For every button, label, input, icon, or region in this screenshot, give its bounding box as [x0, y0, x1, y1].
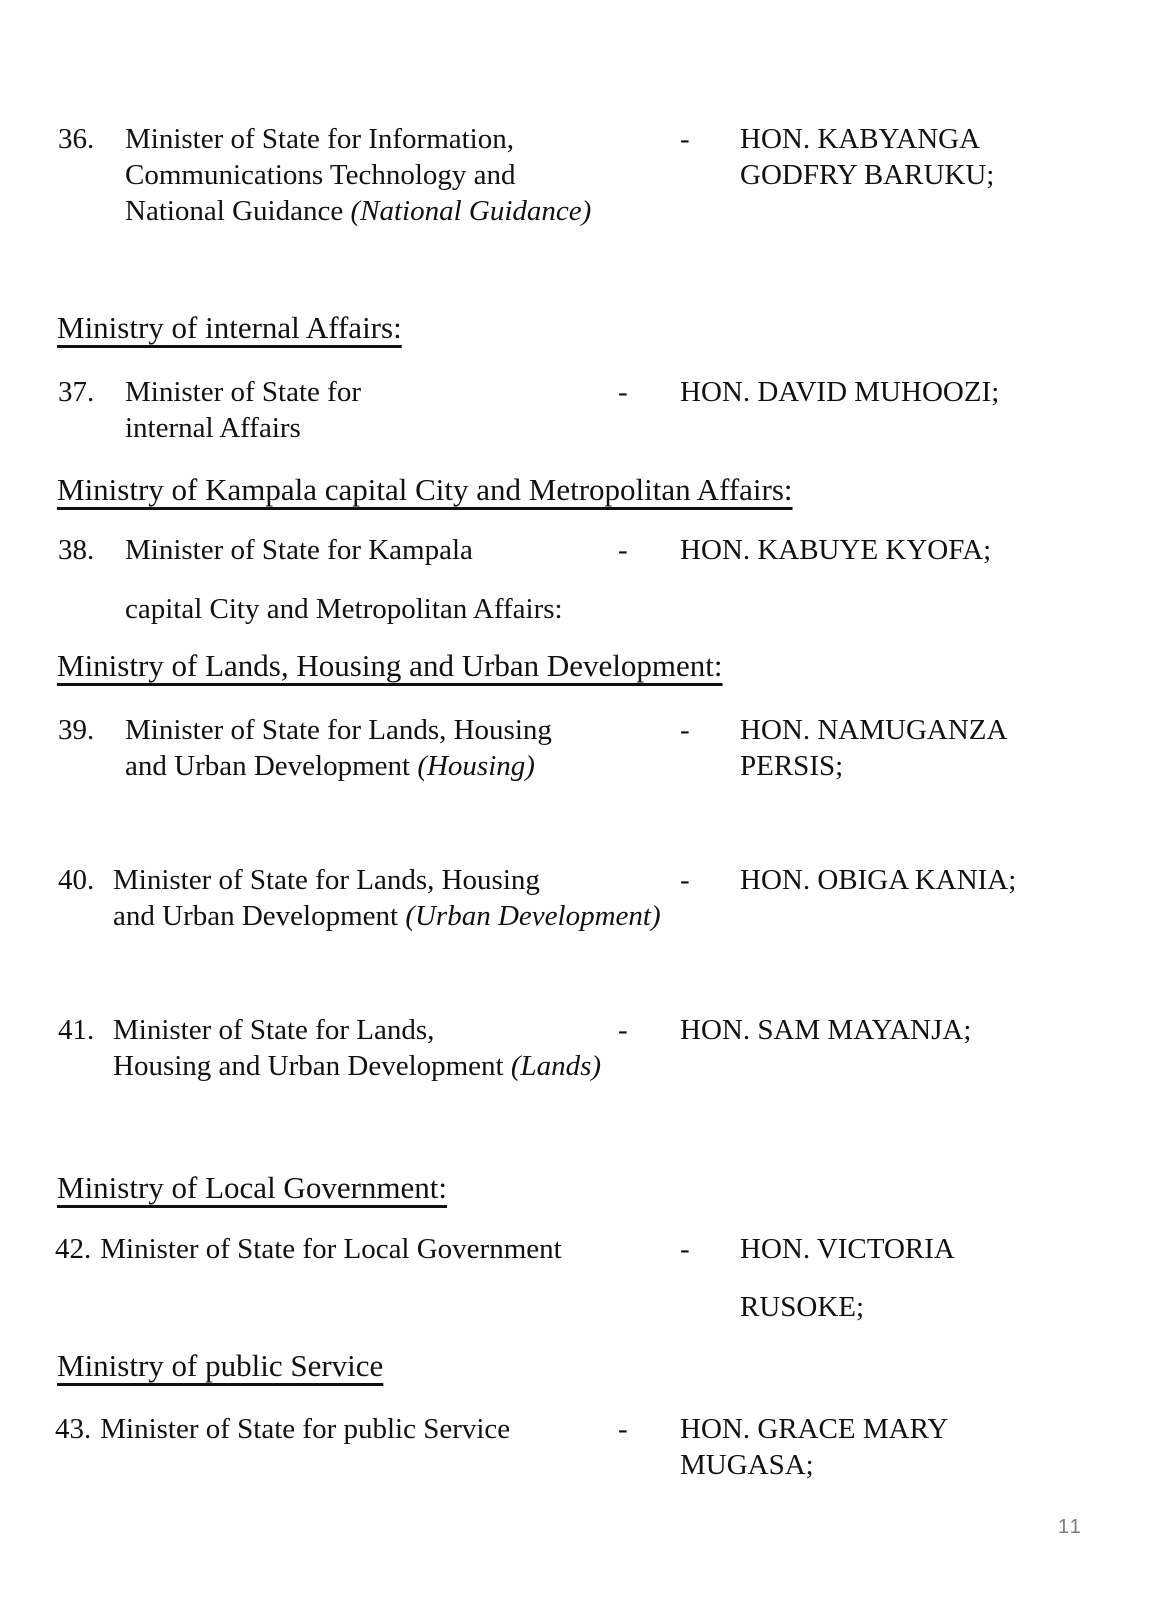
entry-role-line: Minister of State for Lands, Housing [125, 714, 552, 746]
entry-role-text-italic: (National Guidance) [350, 195, 592, 227]
entry-role-line: Minister of State for [125, 376, 361, 408]
entry-name [680, 1411, 948, 1483]
entry-role-text-italic: (Lands) [510, 1050, 602, 1082]
entry-role-text-italic: (Urban Development) [405, 900, 661, 932]
entry-number: 41. [58, 1014, 95, 1046]
entry-role-text: and Urban Development [125, 750, 418, 782]
entry-role-line [113, 898, 661, 934]
entry-role-line: Communications Technology and [125, 159, 516, 191]
entry-number-and-role [55, 1411, 510, 1447]
entry-separator-dash: - [680, 714, 690, 746]
entry-role-text-italic: (Housing) [417, 750, 535, 782]
entry-separator-dash: - [680, 123, 690, 155]
entry-number: 37. [58, 376, 95, 408]
entry-number: 39. [58, 714, 95, 746]
entry-role [125, 121, 591, 229]
entry-number: 40. [58, 864, 95, 896]
entry-role-text: Minister of State for Local Government [100, 1233, 562, 1265]
entry-name-line: MUGASA; [680, 1449, 814, 1481]
entry-separator-dash: - [618, 1413, 628, 1445]
entry-role-text: National Guidance [125, 195, 351, 227]
entry-name: HON. DAVID MUHOOZI; [680, 376, 1000, 408]
page-number: 11 [1058, 1516, 1083, 1538]
entry-role-line [125, 193, 591, 229]
entry-number: 36. [58, 123, 95, 155]
entry-number: 38. [58, 534, 95, 566]
entry-name-line: HON. NAMUGANZA [740, 714, 1008, 746]
entry-role-line: Minister of State for Kampala [125, 534, 473, 566]
entry-role-text: Housing and Urban Development [113, 1050, 511, 1082]
entry-number: 43. [55, 1413, 92, 1445]
entry-separator-dash: - [680, 1233, 690, 1265]
entry-name: HON. SAM MAYANJA; [680, 1014, 972, 1046]
entry-name-line: RUSOKE; [740, 1291, 865, 1323]
entry-role-line: internal Affairs [125, 412, 301, 444]
entry-role [113, 1012, 601, 1084]
entry-role-line [113, 1048, 601, 1084]
entry-name-line: HON. VICTORIA [740, 1233, 955, 1265]
ministry-heading-kampala: Ministry of Kampala capital City and Metropolitan Affairs: [57, 472, 793, 507]
entry-name [740, 712, 1007, 784]
entry-role-text: Minister of State for public Service [100, 1413, 511, 1445]
ministry-heading-lands-housing: Ministry of Lands, Housing and Urban Development: [57, 648, 723, 683]
entry-role-line: Minister of State for Lands, [113, 1014, 435, 1046]
ministry-heading-public-service: Ministry of public Service [57, 1348, 384, 1383]
entry-role [125, 374, 361, 446]
entry-name-line: GODFRY BARUKU; [740, 159, 995, 191]
entry-separator-dash: - [618, 534, 628, 566]
entry-role-line [125, 748, 552, 784]
entry-role-text: and Urban Development [113, 900, 406, 932]
entry-separator-dash: - [680, 864, 690, 896]
entry-name-line: PERSIS; [740, 750, 844, 782]
entry-name-line: HON. KABYANGA [740, 123, 981, 155]
entry-separator-dash: - [618, 376, 628, 408]
entry-name: HON. OBIGA KANIA; [740, 864, 1017, 896]
ministry-heading-internal-affairs: Ministry of internal Affairs: [57, 310, 402, 345]
entry-role [113, 862, 661, 934]
entry-role-line: Minister of State for Lands, Housing [113, 864, 540, 896]
entry-role-line: capital City and Metropolitan Affairs: [125, 593, 563, 625]
entry-number-and-role [55, 1231, 562, 1267]
entry-role [125, 712, 552, 784]
entry-separator-dash: - [618, 1014, 628, 1046]
entry-name: HON. KABUYE KYOFA; [680, 534, 992, 566]
entry-number: 42. [55, 1233, 92, 1265]
entry-name [740, 121, 994, 193]
entry-role-line: Minister of State for Information, [125, 123, 514, 155]
ministry-heading-local-government: Ministry of Local Government: [57, 1170, 447, 1205]
entry-name-line: HON. GRACE MARY [680, 1413, 949, 1445]
